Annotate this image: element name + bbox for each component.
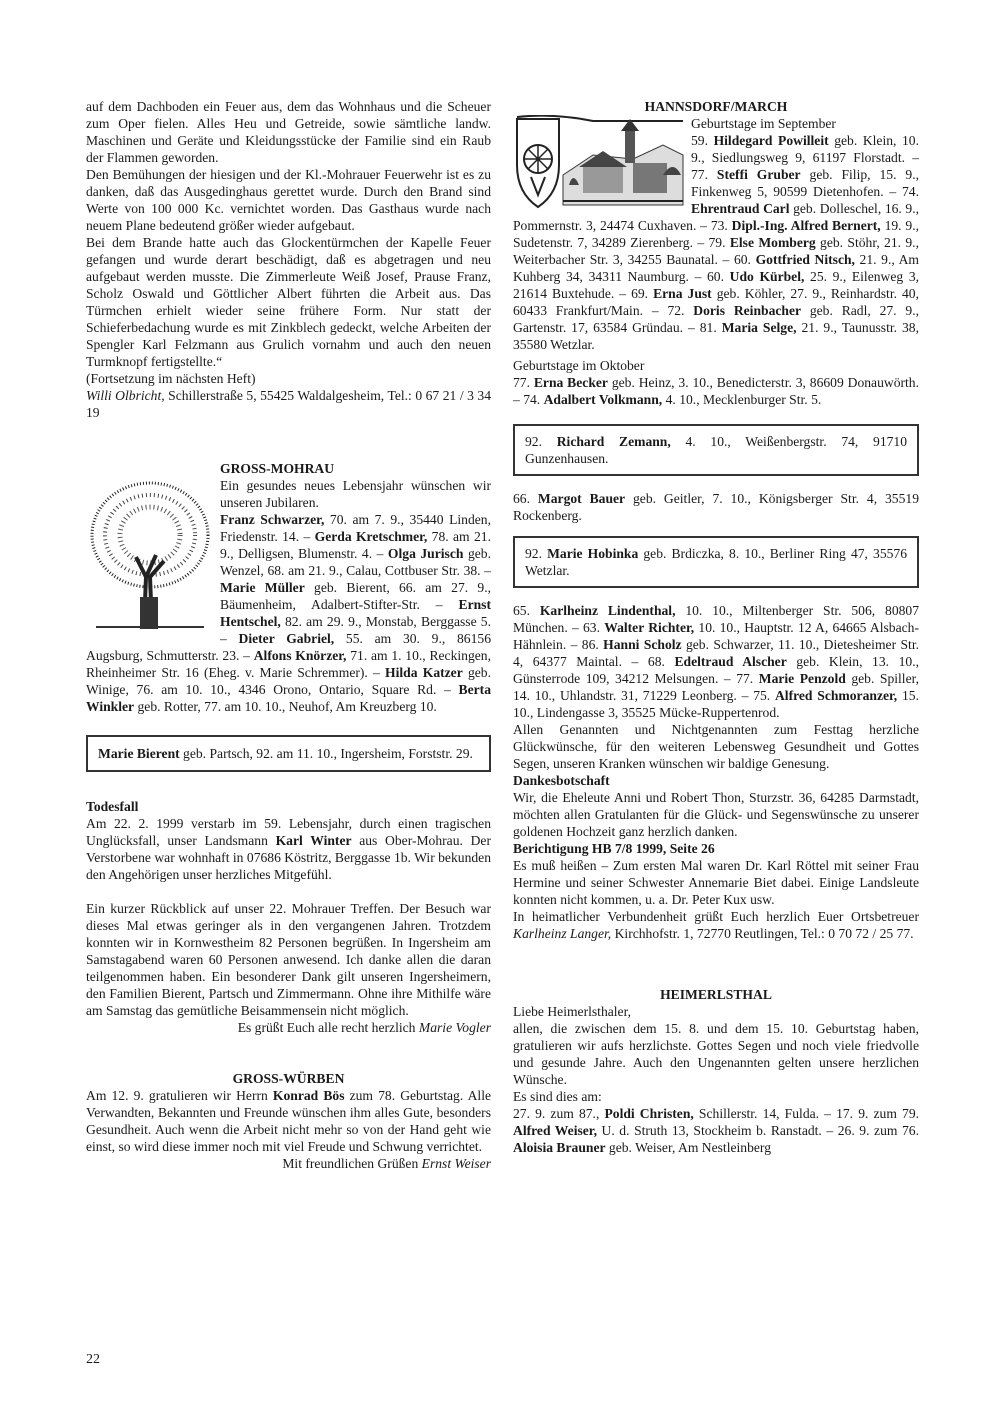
jubilar-details: geb. Brdiczka, 8. 10., Berliner Ring 47, 35576 Wetzlar. [525, 546, 908, 578]
jubilar-name: Gerda Kretschmer, [314, 529, 428, 544]
jubilar-name: Alfred Schmoranzer, [774, 688, 898, 703]
jubilar-name: Marie Penzold [758, 671, 846, 686]
jubilar-details: geb. Geitler, 7. 10., Königsberger Str. 4, 35519 Rockenberg. [513, 491, 919, 523]
jubilar-details: 25. 9., Eilenweg 3, 21614 Buxtehude. – 69. [513, 269, 920, 301]
page-number: 22 [86, 1352, 100, 1367]
jubilar-name: Franz Schwarzer, [220, 512, 325, 527]
jubilar-name: Alfons Knörzer, [253, 648, 347, 663]
jubilar-name: Else Momberg [729, 235, 816, 250]
jubilar-name: Margot Bauer [537, 491, 626, 506]
jubilar-details: geb. Stöhr, 21. 9., Weiterbacher Str. 3, 34255 Baunatal. – 60. [513, 235, 919, 267]
jubilar-details: geb. Klein, 13. 10., Günsterrode 109, 34212 Melsungen. – 77. [513, 654, 920, 686]
closing-text [513, 908, 919, 942]
gross-mohrau-section [86, 460, 491, 772]
jubilar-name: Konrad Bös [272, 1088, 345, 1103]
jubilar-details: 70. am 7. 9., 35440 Linden, Friedenstr. 14. – [220, 512, 491, 544]
dank-text: Wir, die Eheleute Anni und Robert Thon, Sturzstr. 36, 64285 Darmstadt, möchten allen Gratulanten für die Glück- und Segenswünsche zu unserer goldenen Hochzeit ganz herzlich danken. [513, 790, 919, 839]
jubilar-details: geb. Schwarzer, 11. 10., Dietesheimer Str. 4, 64377 Maintal. – 68. [513, 637, 919, 669]
dank-heading: Dankesbotschaft [513, 773, 610, 788]
fire-paragraph-2: Den Bemühungen der hiesigen und der Kl.-Mohrauer Feuerwehr ist es zu danken, daß das Ausgedinghaus gerettet wurde. Durch den Brand sind Werte von 100 000 Kc. vernichtet worden. Das Gasthaus wurde nach neuem Plane bedeutend größer wieder aufgebaut. [86, 167, 491, 233]
entry-prefix: 27. 9. zum 87., [513, 1106, 605, 1121]
entry-prefix: 77. [513, 375, 534, 390]
heimerlsthal-entries [513, 1105, 919, 1156]
wuerben-text-before: Am 12. 9. gratulieren wir Herrn [86, 1088, 273, 1103]
entry-prefix: 92. [525, 546, 548, 561]
berichtigung-text: Es muß heißen – Zum ersten Mal waren Dr. Karl Röttel mit seiner Frau Hermine und seiner Schwester Annemarie Biet dabei. Einige Landsleute konnten nicht kommen, u. a. Dr. Peter Kux usw. [513, 858, 919, 907]
jubilar-name: Maria Selge, [721, 320, 797, 335]
jubilar-details: 4. 10., Mecklenburger Str. 5. [662, 392, 822, 407]
gross-mohrau-heading: GROSS-MOHRAU [220, 461, 335, 476]
hannsdorf-heading: HANNSDORF/MARCH [644, 99, 788, 114]
ortsbetreuer-name: Karlheinz Langer, [513, 926, 612, 941]
jubilar-name: Erna Just [653, 286, 712, 301]
jubilar-details: 21. 9., Am Kuhberg 34, 34311 Naumburg. – 60. [513, 252, 920, 284]
jubilar-details: geb. Köhler, 27. 9., Reinhardstr. 40, 60433 Frankfurt/Main. – 72. [513, 286, 919, 318]
tree-icon [86, 477, 214, 633]
october-entries [513, 374, 919, 408]
jubilar-name: Adalbert Volkmann, [543, 392, 663, 407]
jubilar-details: 55. am 30. 9., 86156 Augsburg, Schmutterstr. 23. – [86, 631, 491, 663]
fire-paragraph-1: auf dem Dachboden ein Feuer aus, dem das Wohnhaus und die Scheuer zum Oper fielen. Alles Heu und Getreide, sowie sämtliche landw. Maschinen und Geräte und Kleidungsstücke der Familie sind ein Raub der Flammen geworden. [86, 99, 491, 165]
heimerlsthal-salutation: Liebe Heimerlsthaler, [513, 1004, 631, 1019]
heimerlsthal-list-intro: Es sind dies am: [513, 1089, 602, 1104]
jubilar-details: geb. Winige, 76. am 10. 10., 4346 Orono, Ontario, Square Rd. – [86, 665, 491, 697]
jubilar-name: Walter Richter, [604, 620, 695, 635]
rueckblick-section [86, 900, 491, 1036]
entry-prefix: 59. [691, 133, 714, 148]
jubilar-details: 15. 10., Lindengasse 3, 35525 Mücke-Ruppertenrod. [513, 688, 919, 720]
jubilar-details: geb. Bierent, 66. am 27. 9., Bäumenheim, Adalbert-Stifter-Str. – [220, 580, 492, 612]
jubilar-name: Dieter Gabriel, [238, 631, 335, 646]
highlight-box-hobinka [513, 536, 919, 588]
jubilar-details: 4. 10., Weißenbergstr. 74, 91710 Gunzenhausen. [525, 434, 908, 466]
rueckblick-greeting [86, 1019, 491, 1036]
author-line [86, 387, 491, 421]
author-name: Willi Olbricht, [86, 388, 165, 403]
heimerlsthal-section [513, 986, 919, 1156]
jubilar-details: 19. 9., Sudetenstr. 7, 34289 Zierenberg. – 79. [513, 218, 919, 250]
jubilar-details: geb. Dolleschel, 16. 9., Pommernstr. 3, 24474 Cuxhaven. – 73. [513, 201, 919, 233]
signature: Ernst Weiser [421, 1156, 491, 1171]
gross-wuerben-heading: GROSS-WÜRBEN [232, 1071, 345, 1086]
jubilar-details: geb. Heinz, 3. 10., Benedicterstr. 3, 86609 Donauwörth. – 74. [513, 375, 919, 407]
jubilar-name: Alfred Weiser, [513, 1123, 597, 1138]
gross-wuerben-greeting [86, 1155, 491, 1172]
jubilar-name: Edeltraud Alscher [674, 654, 787, 669]
author-address: Schillerstraße 5, 55425 Waldalgesheim, Tel.: 0 67 21 / 3 34 19 [86, 388, 491, 420]
jubilar-details: geb. Filip, 15. 9., Finkenweg 5, 90599 Dietenhofen. – 74. [691, 167, 919, 199]
jubilar-details: geb. Rotter, 77. am 10. 10., Neuhof, Am Kreuzberg 10. [134, 699, 437, 714]
rueckblick-text: Ein kurzer Rückblick auf unser 22. Mohrauer Treffen. Der Besuch war dieses Mal etwas geringer als in den vergangenen Jahren. Trotzdem konnten wir in Kornwestheim 82 Personen begrüßen. In Ingersheim am Samstagabend waren 60 Personen anwesend. Ich danke allen die daran teilgenommen haben. Ein besonderer Dank gilt unseren Ingersheimern, den Familien Bierent, Partsch und Zimmermann. Ohne ihre Mithilfe wäre am Samstag das gemütliche Beisammensein nicht möglich. [86, 901, 491, 1018]
jubilar-details: geb. Radl, 27. 9., Gartenstr. 17, 63584 Gründau. – 81. [513, 303, 919, 335]
jubilar-details: geb. Wenzel, 68. am 21. 9., Calau, Cottbuser Str. 38. – [220, 546, 491, 578]
right-column [513, 98, 919, 1156]
hannsdorf-section [513, 98, 919, 942]
greeting-text: Mit freundlichen Grüßen [282, 1156, 422, 1171]
jubilar-details: 10. 10., Hauptstr. 12 A, 64665 Alsbach-Hähnlein. – 86. [513, 620, 919, 652]
jubilar-name: Hanni Scholz [603, 637, 682, 652]
jubilar-details: 10. 10., Miltenberger Str. 506, 80807 München. – 63. [513, 603, 920, 635]
entry-prefix: 92. [525, 434, 557, 449]
jubilar-details: 82. am 29. 9., Monstab, Berggasse 5. – [220, 614, 491, 646]
jubilar-name: Udo Kürbel, [729, 269, 805, 284]
jubilar-details: 71. am 1. 10., Reckingen, Rheinheimer Str. 16 (Eheg. v. Marie Schremmer). – [86, 648, 491, 680]
october-entries-2 [513, 602, 919, 721]
greeting-text: Es grüßt Euch alle recht herzlich [237, 1020, 419, 1035]
fire-article [86, 98, 491, 421]
gross-mohrau-intro: Ein gesundes neues Lebensjahr wünschen wir unseren Jubilaren. [220, 478, 491, 510]
deceased-name: Karl Winter [275, 833, 352, 848]
jubilar-details: geb. Partsch, 92. am 11. 10., Ingersheim, Forststr. 29. [179, 746, 473, 761]
jubilar-name: Gottfried Nitsch, [755, 252, 855, 267]
jubilar-details: geb. Spiller, 14. 10., Uhlandstr. 31, 71229 Leonberg. – 75. [513, 671, 919, 703]
gross-wuerben-text [86, 1087, 491, 1155]
highlight-box-zemann [513, 424, 919, 476]
heimerlsthal-heading: HEIMERLSTHAL [660, 987, 772, 1002]
todesfall-text [86, 815, 491, 883]
closing-before: In heimatlicher Verbundenheit grüßt Euch herzlich Euer Ortsbetreuer [513, 909, 919, 924]
jubilar-details: U. d. Struth 13, Stockheim b. Ranstadt. – 26. 9. zum 76. [596, 1123, 919, 1138]
jubilar-name: Olga Jurisch [387, 546, 464, 561]
jubilar-details: 78. am 21. 9., Delligsen, Blumenstr. 4. – [220, 529, 491, 561]
jubilar-name: Ernst Hentschel, [220, 597, 491, 629]
jubilar-details: geb. Weiser, Am Nestleinberg [605, 1140, 771, 1155]
entry-prefix: 66. [513, 491, 538, 506]
heimerlsthal-text: allen, die zwischen dem 15. 8. und dem 15. 10. Geburtstag haben, gratulieren wir aufs herzlichste. Gottes Segen und noch viele friedvolle und gesunde Jahre. Auch den Ungenannten gelten unsere herzlichen Wünsche. [513, 1021, 919, 1087]
jubilar-name: Dipl.-Ing. Alfred Bernert, [731, 218, 881, 233]
signature: Marie Vogler [418, 1020, 491, 1035]
jubilar-name: Karlheinz Lindenthal, [539, 603, 676, 618]
jubilar-name: Erna Becker [533, 375, 608, 390]
todesfall-section [86, 798, 491, 883]
wishes-text: Allen Genannten und Nichtgenannten zum Festtag herzliche Glückwünsche, für den weiteren Lebensweg Gesundheit und Gottes Segen, unseren Kranken wünschen wir baldige Genesung. [513, 722, 919, 771]
jubilar-details: geb. Klein, 10. 9., Siedlungsweg 9, 61197 Florstadt. – 77. [691, 133, 919, 182]
jubilar-name: Hilda Katzer [385, 665, 463, 680]
todesfall-heading: Todesfall [86, 799, 139, 814]
continuation-note: (Fortsetzung im nächsten Heft) [86, 371, 256, 386]
left-column [86, 98, 491, 1172]
gross-wuerben-section [86, 1070, 491, 1172]
highlight-box-bierent [86, 735, 491, 772]
jubilar-name: Aloisia Brauner [513, 1140, 606, 1155]
jubilar-name: Doris Reinbacher [693, 303, 802, 318]
jubilar-name: Marie Hobinka [547, 546, 639, 561]
berichtigung-heading: Berichtigung HB 7/8 1999, Seite 26 [513, 841, 715, 856]
october-label: Geburtstage im Oktober [513, 358, 645, 373]
jubilar-name: Ehrentraud Carl [691, 201, 790, 216]
jubilar-name: Marie Bierent [98, 746, 180, 761]
bauer-entry [513, 490, 919, 524]
jubilar-name: Hildegard Powilleit [713, 133, 829, 148]
jubilar-name: Steffi Gruber [716, 167, 801, 182]
entry-prefix: 65. [513, 603, 540, 618]
jubilar-name: Richard Zemann, [556, 434, 671, 449]
jubilar-details: Schillerstr. 14, Fulda. – 17. 9. zum 79. [693, 1106, 920, 1121]
wuerben-text-after: zum 78. Geburtstag. Alle Verwandten, Bekannten und Freunde wünschen ihm alles Gute, besonders Gesundheit. Auch wenn die Arbeit nicht mehr so von der Hand geht wie einst, so wird diese immer noch mit viel Freude und Schwung verrichtet. [86, 1088, 492, 1154]
jubilar-name: Berta Winkler [86, 682, 491, 714]
todesfall-text-before: Am 22. 2. 1999 verstarb im 59. Lebensjahr, durch einen tragischen Unglücksfall, unser Landsmann [86, 816, 491, 848]
jubilar-name: Marie Müller [220, 580, 305, 595]
todesfall-text-after: aus Ober-Mohrau. Der Verstorbene war wohnhaft in 07686 Köstritz, Berggasse 1b. Wir bekunden den Angehörigen unser herzliches Mitgefühl. [86, 833, 491, 882]
fire-paragraph-3: Bei dem Brande hatte auch das Glockentürmchen der Kapelle Feuer gefangen und wurde derart beschädigt, daß es abgetragen und neu aufgebaut werden musste. Die Zimmerleute Weiß Josef, Prause Franz, Scholz Oswald und Göttlicher Albert führten die Arbeit aus. Das Türmchen erhielt wieder seine frühere Form. Nur statt der Schieferbedachung wurde es mit Zinkblech gedeckt, welche Arbeiten der Spengler Karl Felzmann aus Grulich vornahm und auch den neuen Turmknopf fertigstellte.“ [86, 235, 491, 369]
closing-after: Kirchhofstr. 1, 72770 Reutlingen, Tel.: 0 70 72 / 25 77. [611, 926, 914, 941]
jubilar-details: 21. 9., Taunusstr. 38, 35580 Wetzlar. [513, 320, 919, 352]
september-label: Geburtstage im September [691, 116, 836, 131]
jubilar-name: Poldi Christen, [604, 1106, 694, 1121]
village-crest-icon [513, 115, 685, 217]
